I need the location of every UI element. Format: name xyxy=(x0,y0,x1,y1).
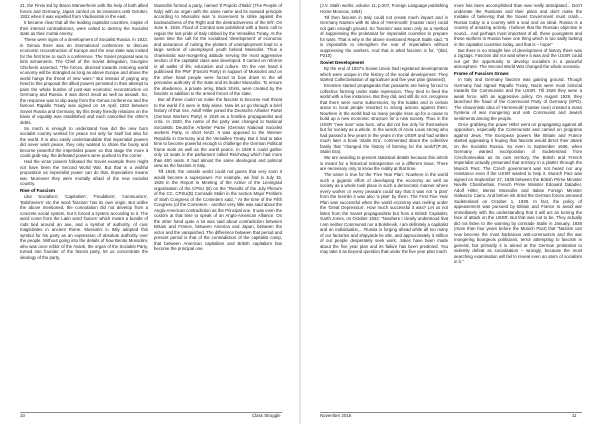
body-paragraph: Till 1929, the outside world could not guess that very soon it would become a superpower. For example, we find in July 15, 1926 in the Report in Meeting of the Active of the Leningrad organisation of the CPSU (B) on the "Results of the July Plenum of the CC, CPSU(B) Comrade Stalin in the section Major Problem of Sixth Congress of the Comintern said, " At the time of the Fifth Congress (of the Comintern - another very little was said about the Anglo-American contradiction as the Principal one. It was even the custom at that time to speak of an Anglo-American Alliance. On the other hand quite a lot was said about contradiction between Britain and France, between America and Japan, between the victor and the vanquished. The difference between that period and present period is that of the contradiction of the capitalist camp, that between American capitalism and British capitalism has become the principal one. xyxy=(154,169,282,251)
left-page-column-1 xyxy=(20,3,148,409)
body-paragraph: Like 'Socialism', 'Capitalism', 'Feudalism', 'communism', 'Bolshevism' etc the word 'fascism' has its own origin. But unlike the above mentioned, the connotation did not develop from a concrete social system, but it forced a system according to it. The word come from the Latin word 'fasces' which meant a bundle of rods tied around an axe, and a symbol of authority, of civic magistrates in ancient Rome. Mussolini in Italy adopted this symbol for his party as an expression of absolute authority over the people. Without going into the details of how Benito Mussolini, who was once editor of the Avanti, the organ of the Socialist Party, turned into founder of the fascist party, let us concentrate the ideology of the party, xyxy=(20,194,148,260)
right-footer-rule xyxy=(320,412,582,413)
right-page-publication: November 2015 xyxy=(320,413,352,418)
right-page-column-2 xyxy=(454,3,582,409)
body-paragraph: Enemies started propaganda that peasants are being forced to collective farming under state repression. They tried to feed the world with a few instances. But they did, and still do not, recognise that there were some subversions, by the kulaks and in certain areas to local people resorted to strong actions against them. Nowhere in the world had so many people risen up for a cause to build up a new economic structure for a new society. Thus in the USSR "new man" was born, who did not live only for themselves but for society as a whole. In the words of Anna Louis strong who had passed a few years in the years in the USSR and had written much later a book 'Stalin Era', commented about the collective family that "changed the history of farming for the world"(P-36, Stalin Era). xyxy=(320,83,448,155)
right-page-column-1 xyxy=(320,3,448,409)
body-paragraph: In Italy and Germany fascism was gaining ground. Though Germany had signed Rapallo Treaty, Nazis were most inimical towards the Communists and the USSR. Till 1928 they were a weak force, with an aggressive policy. On August 1929, they launched the fraud of the Communist Party of Germany (KPD). The chauvinistic idea of 'Herrenvolk' (master race) created a mass hysteria of war mongering and anti Communist and Jewish sentiments among the people. xyxy=(454,77,582,121)
section-heading: Rise of Fascism xyxy=(20,188,55,193)
body-paragraph: Once grabbing the power Hitler went on propagating against all opposition, especially the Communists and carried on programs against Jews. The European powers like Britain and France started appeasing it hoping that fascists would direct their attack on the Socialist Russia. So even in September 1936, when Germany wanted incorporation of Sudetenland from Czechoslovakia as its own territory, the British and French imperialist actually presented that territory in a platter through the Munich Pact. The Czech government was not heard nor any resistance even if the USSR wanted to help it. Munich Pact was signed on September 27, 1938 between the British Prime Minister Neville Chamberlain, French Prime Minister Edouard Daladier, Adolf Hitler, Benito Mussolini and Italian Foreign Minister Galeazzo Ciano. And before ink dried the German forces annexed Sudetenland on October 1, 1938. In fact, the policy of appeasement was pursued by Britain and France to avoid war immediately with the understanding that it will act as turning the face of attack on the USSR. But that was not to be. They actually did not listen to the warning by comrade Stalin in January, 1936 (more than four years before the Munich Pact) that "Nazism can now become the most barbarous anti-communism and the war mongering bourgeois politicians, terror attempting to fascism in general, but primarily it is aimed at the German proletariat to violently defeat as socialisation – wrongly, because the most searching examination will fail to reveal even an atom of socialism in it." xyxy=(454,121,582,265)
left-page-column-2 xyxy=(154,3,282,409)
body-paragraph: (J.V. Stalin works, volume 11, p-207, Foreign Language publishing Home Moscow, 1954) xyxy=(320,3,448,14)
body-paragraph: So much is enough to understand how did the new born socialist country worked for peace not only for itself but also for the world. It is also easily understandable that imperialist powers did never want peace, they only wanted to share the booty and become powerful the imperialist power so that stage the more it could grab-say, the defeated powers were pushed to the corner. xyxy=(20,125,148,158)
left-page-number: 10 xyxy=(20,413,25,418)
body-paragraph: The same is true for the 'Five Year Plan'. Nowhere in the world such a gigantic effort of developing the economy as well as society as a whole took place in such a democratic manner where every worker or every peasant could say that it was not 'a plan' from the kremlin it was also 'a plan' by them. The First Five Year Plan was successful when the world economy was reeling under the 'Great Depression'. How much successful it was? Let us not listen from the Soviet propagandists but from a British Capitalist, Garth Jones, on October 1932: "Nowhere I clearly understood that I am neither Communist nor a Bolshevik, I am definitely a capitalist and an individualist,... Russia is forging ahead while all too many of our factories and shipyards lie idle, and approximately 3 million of our people desperately seek work. Jokes have been made about the five year plan and its failure has been predicted. You may take it as beyond question that under the five year plan much xyxy=(320,172,448,255)
right-page xyxy=(300,0,600,424)
body-paragraph: It became clear that all the leading capitalist countries, inspite of their internal contradictions, were united to destroy the Socialist state as their mortal enemy. xyxy=(20,20,148,36)
body-paragraph: But there is no straight line of development of history there was a zigzags. Fascism did not wait where it was and the USSR could not get the opportunity to develop socialism in a peaceful atmosphere. The Second World War changed the whole scenario. xyxy=(454,47,582,69)
right-page-number: 11 xyxy=(572,413,577,418)
body-paragraph: 21, the Finns led by Baron Mannerheim with the help of both allied forces and Germany, Japan carried on its invasions until October, 1922 when it was expelled from Vladivostok in the east. xyxy=(20,3,148,19)
body-paragraph: Till then fascism in Italy could not create much impact and in Germany Nazism with its idea of 'Herrenvolk' (master race) could not gain enough ground. So 'fascism' was seen only as a method of suppressing the proletariat for imperialist countries to prepare for wars. That is why in the above mentioned Report Stalin said, "It is impossible to strengthen the rear of imperialism without suppressing the workers. And that is what fascism is for. "(Ibid, P210) xyxy=(320,14,448,58)
section-heading: Soviet Development xyxy=(320,60,364,65)
section-heading: Frame of Fascism Grows xyxy=(454,71,509,76)
body-paragraph: These were signs of a development of Socialist Russia. In 1922, in Genoa there was an international conference to discuss economic reconstruction of Europe and the new state was invited for the first time to such a conference. The Soviet proposal was to limit armaments. The Chief of the Soviet delegation, Georgiev Chicherin asserted, "The forces, directed towards restoring world economy will be strangled as long as above Europe and above the world hangs the threat of new wars." But instead of paying any heed to this proposal the allied powers persisted in their attempt to pass the whole burden of post-war economic reconstruction on Germany and Russia. It was direct insult as well as assault. So, the response was to slip away from the Genoa conference and the famous Rapallo Treaty was signed on 16 April, 1922 between Soviet Russia and Germany. By this treaty friendly relations on the basis of equality was established and each cancelled the other's debts. xyxy=(20,37,148,125)
body-paragraph: But all these could not make the fascists to become real threat to the world if it were in Italy alone. Now let us go through a brief history of that rise. Adolf Hitler joined the Deutsche Arbeiter Partei (German Workers Party) in 1919 as a frontline propagandist and critic. In 1920, the name of the party was changed to National Socialistic Deutsche Arbeiter Partei (German National Socialist workers Party, in short NAZI. It was opposed to the Weimer Republic in Germany and the Versailles Treaty. But it had to take time to become powerful enough to challenge the German Political frame work as well as the world peace. In 1928 it could gather only 12 seats in the parliament called Reichstag which had more than 600 seats. It had almost the same ideological and political view as the fascists in Italy. xyxy=(154,97,282,168)
body-paragraph: By the end of 1937's Soviet Union had registered developments which were unique in the history of the social development. They started Collectivisation of agriculture and five year plan (planned). xyxy=(320,66,448,83)
left-page-publication: Class Struggle xyxy=(252,413,281,418)
body-paragraph: more has been accomplished than was really anticipated... Don't underrate the Russians and their plans and don't make the mistake of believing that the Soviet Government must crash... Russia today is a country with a soul and an ideal. Russia is a country of amazing activity. I believe that the Russian objective is sound... And perhaps most important of all, these youngsters and these workers in Russia have one thing which is too sadly lacking in the capitalist countries today, and that is – hope!" xyxy=(454,3,582,47)
body-paragraph: Had the victor powers followed the Soviet example there might not have been the Second World War. But that is a wishful proposition as imperialist power can do that. Imperialism means war. Moreover they were mortally afraid of the new socialist country. xyxy=(20,159,148,186)
body-paragraph: Mussolini formed a party, named 'Il Popolo d'Italia' (The People of Italy) with an organ with the same name and its avowed principle according to Mussolini was 'a movement to strike against the backwardness of the Right and the destructiveness of the left'. On June 6, 1919, Fluxd of Combat was published with a basic call to regain the lost pride of Italy robbed by the Versailles Treaty. At the same time the call for the socialised 'development' of economic and assurance of ruining the plotters of unemployment lead to a large section of unemployed youth behind Mussolini. Thus a charismatic war-mongering attitude serving the most aggressive section of the capitalist class was developed. It carried on reforms in all walks of life, education and culture. On the one hand it publicised the PNF (Fascist Party) in support of Mussolini and on the other hand people were forced to bow down to the all pervasive authority of the state and its leader Mussolini. To ensure the obedience, a private army, Black Shirts, were created by the fascists in addition to the armed forces of the state. xyxy=(154,3,282,96)
body-paragraph: We are avoiding to present statistical details because this article is meant for a historical retrospective on a different issue. There are necessary only to know the reality at that time. xyxy=(320,155,448,172)
left-footer-rule xyxy=(20,412,282,413)
